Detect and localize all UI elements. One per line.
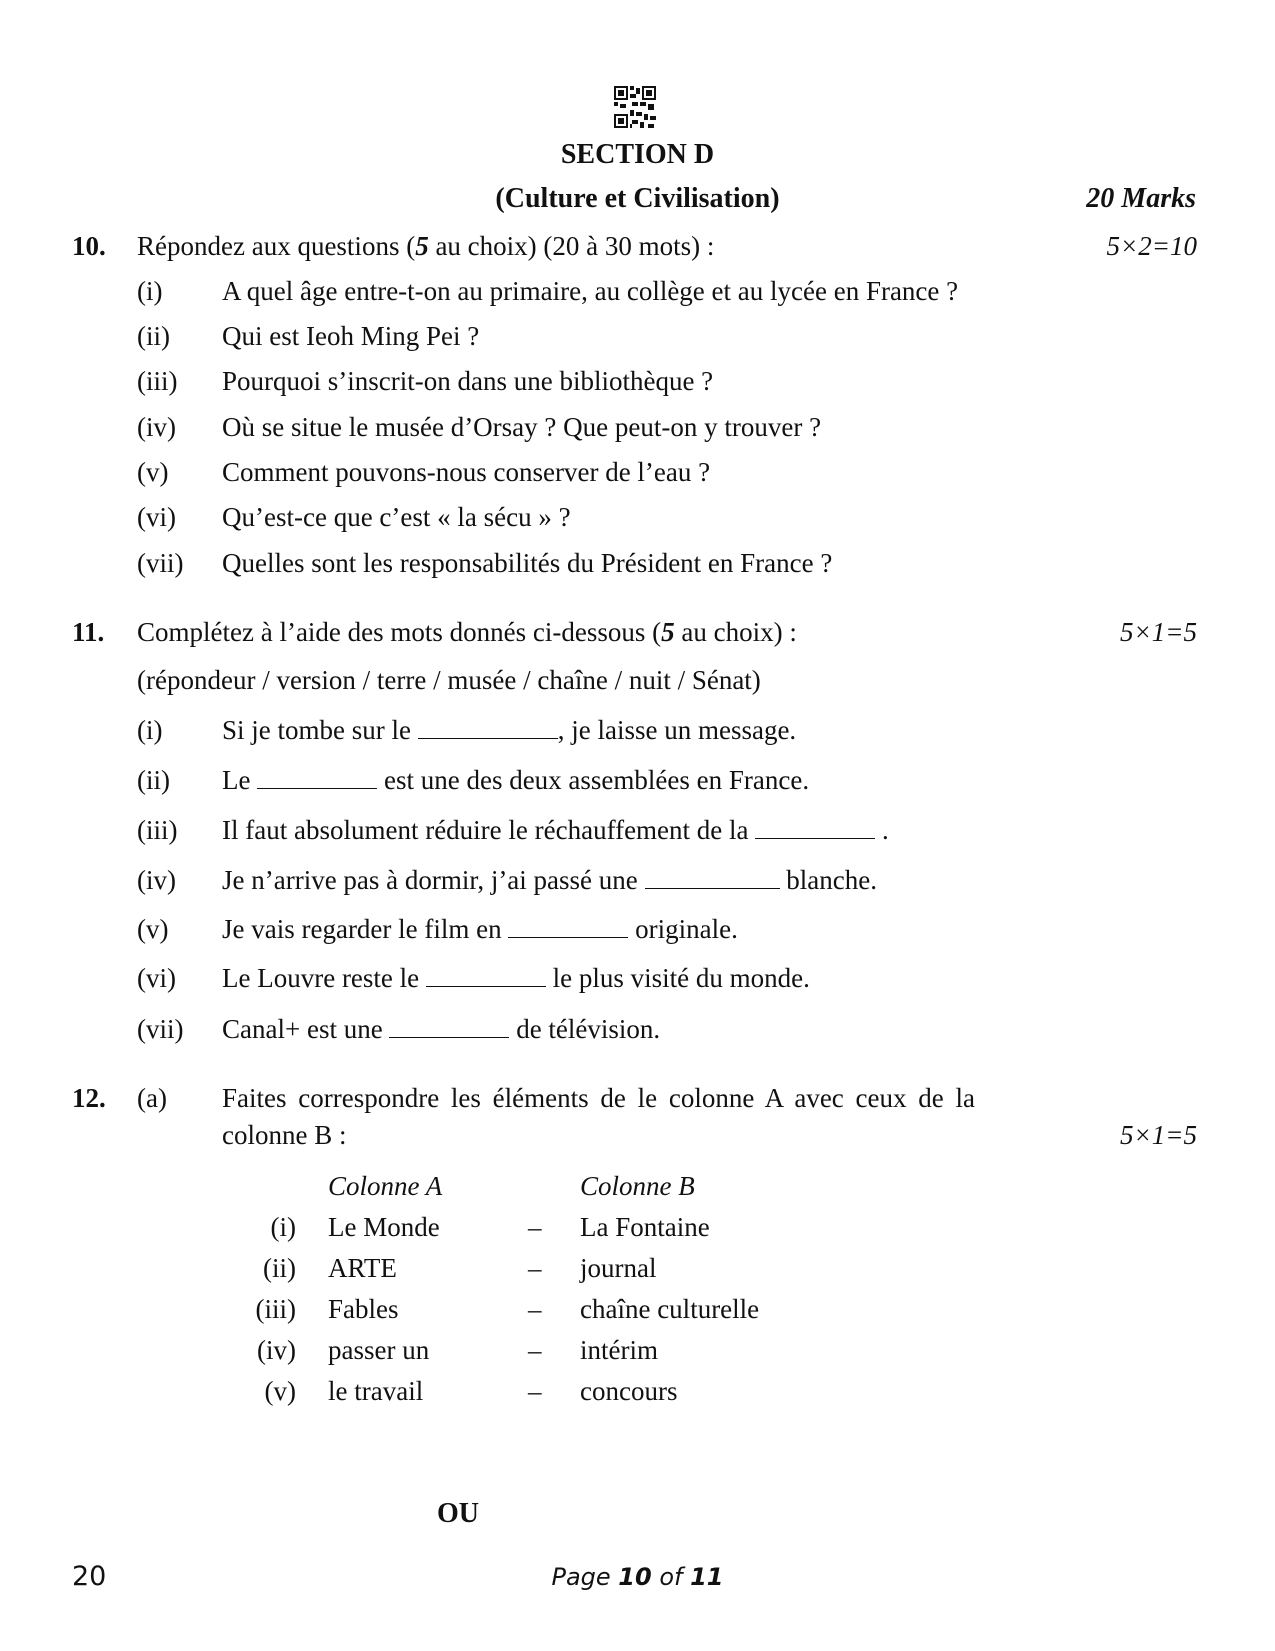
question-11-item-roman: (v) [137, 914, 169, 944]
question-11-word-bank: (répondeur / version / terre / musée / chaîne / nuit / Sénat) [137, 665, 761, 695]
question-11-prompt: Complétez à l’aide des mots donnés ci-dessous (5 au choix) : [137, 617, 797, 647]
match-row-dash: – [528, 1294, 542, 1324]
question-10-item-text: Pourquoi s’inscrit-on dans une bibliothèque ? [222, 366, 714, 396]
match-row-dash: – [528, 1253, 542, 1283]
column-a-header: Colonne A [328, 1171, 443, 1201]
page-footer: Page 10 of 11 [551, 1563, 724, 1591]
question-10-item-text: Qui est Ieoh Ming Pei ? [222, 321, 480, 351]
fill-in-blank[interactable] [426, 985, 546, 987]
question-11-item-roman: (iv) [137, 865, 176, 895]
question-10-number: 10. [72, 231, 106, 261]
question-11-item-sentence: Il faut absolument réduire le réchauffement de la . [222, 815, 889, 845]
question-11-number: 11. [72, 617, 105, 647]
match-row-col-b: journal [580, 1253, 657, 1283]
match-row-dash: – [528, 1376, 542, 1406]
or-label: OU [437, 1498, 479, 1529]
question-11-item-sentence: Je vais regarder le film en originale. [222, 914, 738, 944]
page-code: 20 [72, 1561, 107, 1592]
question-10-item-roman: (vii) [137, 548, 184, 578]
fill-in-blank[interactable] [418, 737, 558, 739]
match-row-col-b: concours [580, 1376, 678, 1406]
section-subtitle: (Culture et Civilisation) [495, 183, 780, 214]
match-row-dash: – [528, 1335, 542, 1365]
match-row-col-a: ARTE [328, 1253, 397, 1283]
question-10-item-roman: (ii) [137, 321, 170, 351]
question-10-item-text: Quelles sont les responsabilités du Président en France ? [222, 548, 833, 578]
match-row-roman: (ii) [263, 1253, 296, 1283]
question-10-item-roman: (iv) [137, 412, 176, 442]
match-row-roman: (v) [264, 1376, 296, 1406]
question-12-marks: 5×1=5 [1120, 1120, 1197, 1150]
match-row-col-b: chaîne culturelle [580, 1294, 760, 1324]
match-row-col-a: Fables [328, 1294, 399, 1324]
question-10-item-roman: (i) [137, 276, 163, 306]
match-row-col-b: intérim [580, 1335, 658, 1365]
fill-in-blank[interactable] [755, 837, 875, 839]
question-11-marks: 5×1=5 [1120, 617, 1197, 647]
fill-in-blank[interactable] [257, 787, 377, 789]
question-12-part-label: (a) [137, 1083, 167, 1113]
question-11-item-sentence: Si je tombe sur le , je laisse un message. [222, 715, 797, 745]
question-11-item-roman: (iii) [137, 815, 178, 845]
question-11-item-roman: (i) [137, 715, 163, 745]
question-12-prompt-line1: Faites correspondre les éléments de le colonne A avec ceux de la [222, 1083, 975, 1113]
question-12-number: 12. [72, 1083, 106, 1113]
question-10-item-roman: (v) [137, 457, 169, 487]
question-11-item-roman: (ii) [137, 765, 170, 795]
fill-in-blank[interactable] [389, 1036, 509, 1038]
question-11-item-sentence: Le est une des deux assemblées en France. [222, 765, 810, 795]
question-11-item-roman: (vii) [137, 1014, 184, 1044]
question-10-marks: 5×2=10 [1106, 231, 1197, 261]
question-10-item-text: Comment pouvons-nous conserver de l’eau ? [222, 457, 711, 487]
match-row-col-a: Le Monde [328, 1212, 440, 1242]
match-row-roman: (iii) [255, 1294, 296, 1324]
question-10-item-text: Qu’est-ce que c’est « la sécu » ? [222, 502, 571, 532]
section-title: SECTION D [560, 139, 715, 170]
question-10-item-text: A quel âge entre-t-on au primaire, au collège et au lycée en France ? [222, 276, 959, 306]
match-row-col-b: La Fontaine [580, 1212, 710, 1242]
qr-code-icon [614, 86, 656, 128]
question-12-prompt-line2: colonne B : [222, 1120, 347, 1150]
column-b-header: Colonne B [580, 1171, 695, 1201]
match-row-col-a: passer un [328, 1335, 430, 1365]
match-row-dash: – [528, 1212, 542, 1242]
question-11-item-sentence: Canal+ est une de télévision. [222, 1014, 661, 1044]
question-11-item-roman: (vi) [137, 963, 176, 993]
question-10-prompt: Répondez aux questions (5 au choix) (20 à 30 mots) : [137, 231, 715, 261]
question-10-item-text: Où se situe le musée d’Orsay ? Que peut-on y trouver ? [222, 412, 822, 442]
question-10-item-roman: (iii) [137, 366, 178, 396]
question-10-item-roman: (vi) [137, 502, 176, 532]
fill-in-blank[interactable] [508, 936, 628, 938]
match-row-roman: (iv) [257, 1335, 296, 1365]
match-row-roman: (i) [270, 1212, 296, 1242]
question-11-item-sentence: Le Louvre reste le le plus visité du monde. [222, 963, 810, 993]
fill-in-blank[interactable] [645, 887, 780, 889]
question-11-item-sentence: Je n’arrive pas à dormir, j’ai passé une blanche. [222, 865, 877, 895]
section-marks: 20 Marks [1086, 183, 1196, 214]
match-row-col-a: le travail [328, 1376, 424, 1406]
